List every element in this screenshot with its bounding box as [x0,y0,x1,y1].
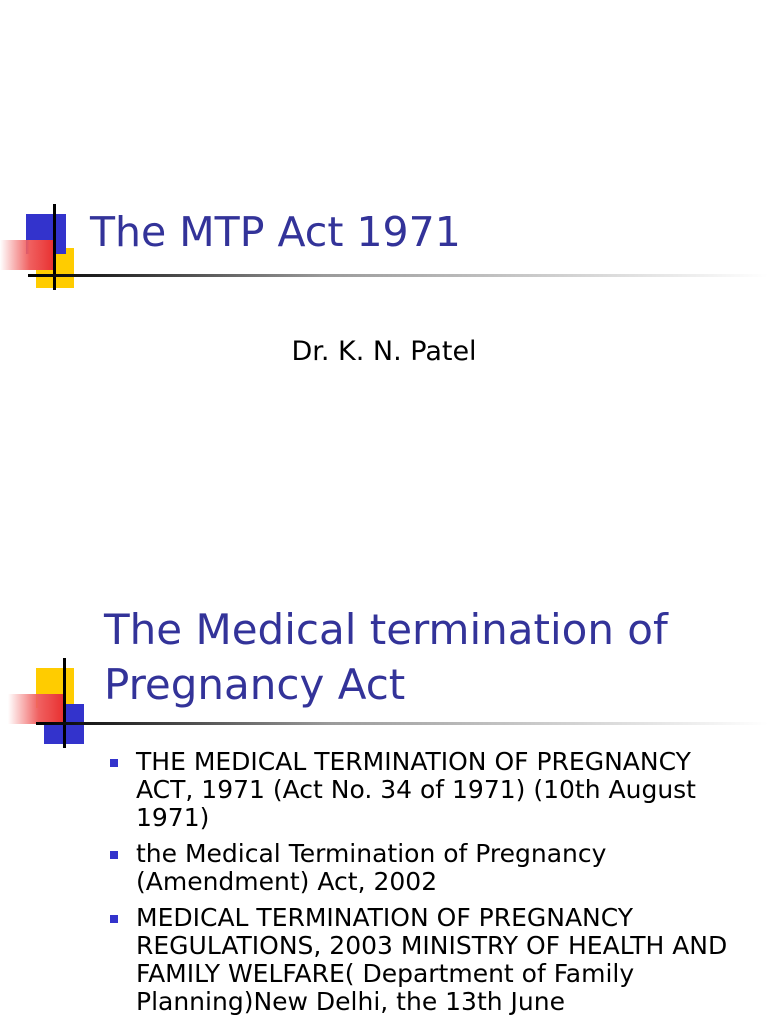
square-bullet-icon [110,759,118,767]
bullet-text: MEDICAL TERMINATION OF PREGNANCY REGULATIONS, 2003 MINISTRY OF HEALTH AND FAMILY WELFARE( Department of Family Planning)New Delhi, the 13th June [136,903,728,1016]
red-gradient-bar [0,240,54,270]
square-bullet-icon [110,915,118,923]
vertical-line [63,658,66,748]
horizontal-line [28,274,768,277]
vertical-line [53,204,56,290]
horizontal-line [36,722,768,725]
bullet-text: the Medical Termination of Pregnancy (Amendment) Act, 2002 [136,839,607,896]
bullet-item [108,840,748,896]
bullet-item [108,748,748,832]
slide-title: The Medical termination of Pregnancy Act [104,605,668,709]
content-slide [0,576,768,1024]
square-bullet-icon [110,851,118,859]
bullet-list [108,748,748,1024]
slide-title: The MTP Act 1971 [90,208,461,256]
red-gradient-bar [8,694,64,724]
bullet-item [108,904,748,1016]
bullet-text: THE MEDICAL TERMINATION OF PREGNANCY ACT, 1971 (Act No. 34 of 1971) (10th August 1971) [136,747,696,832]
slide-subtitle: Dr. K. N. Patel [291,336,477,367]
